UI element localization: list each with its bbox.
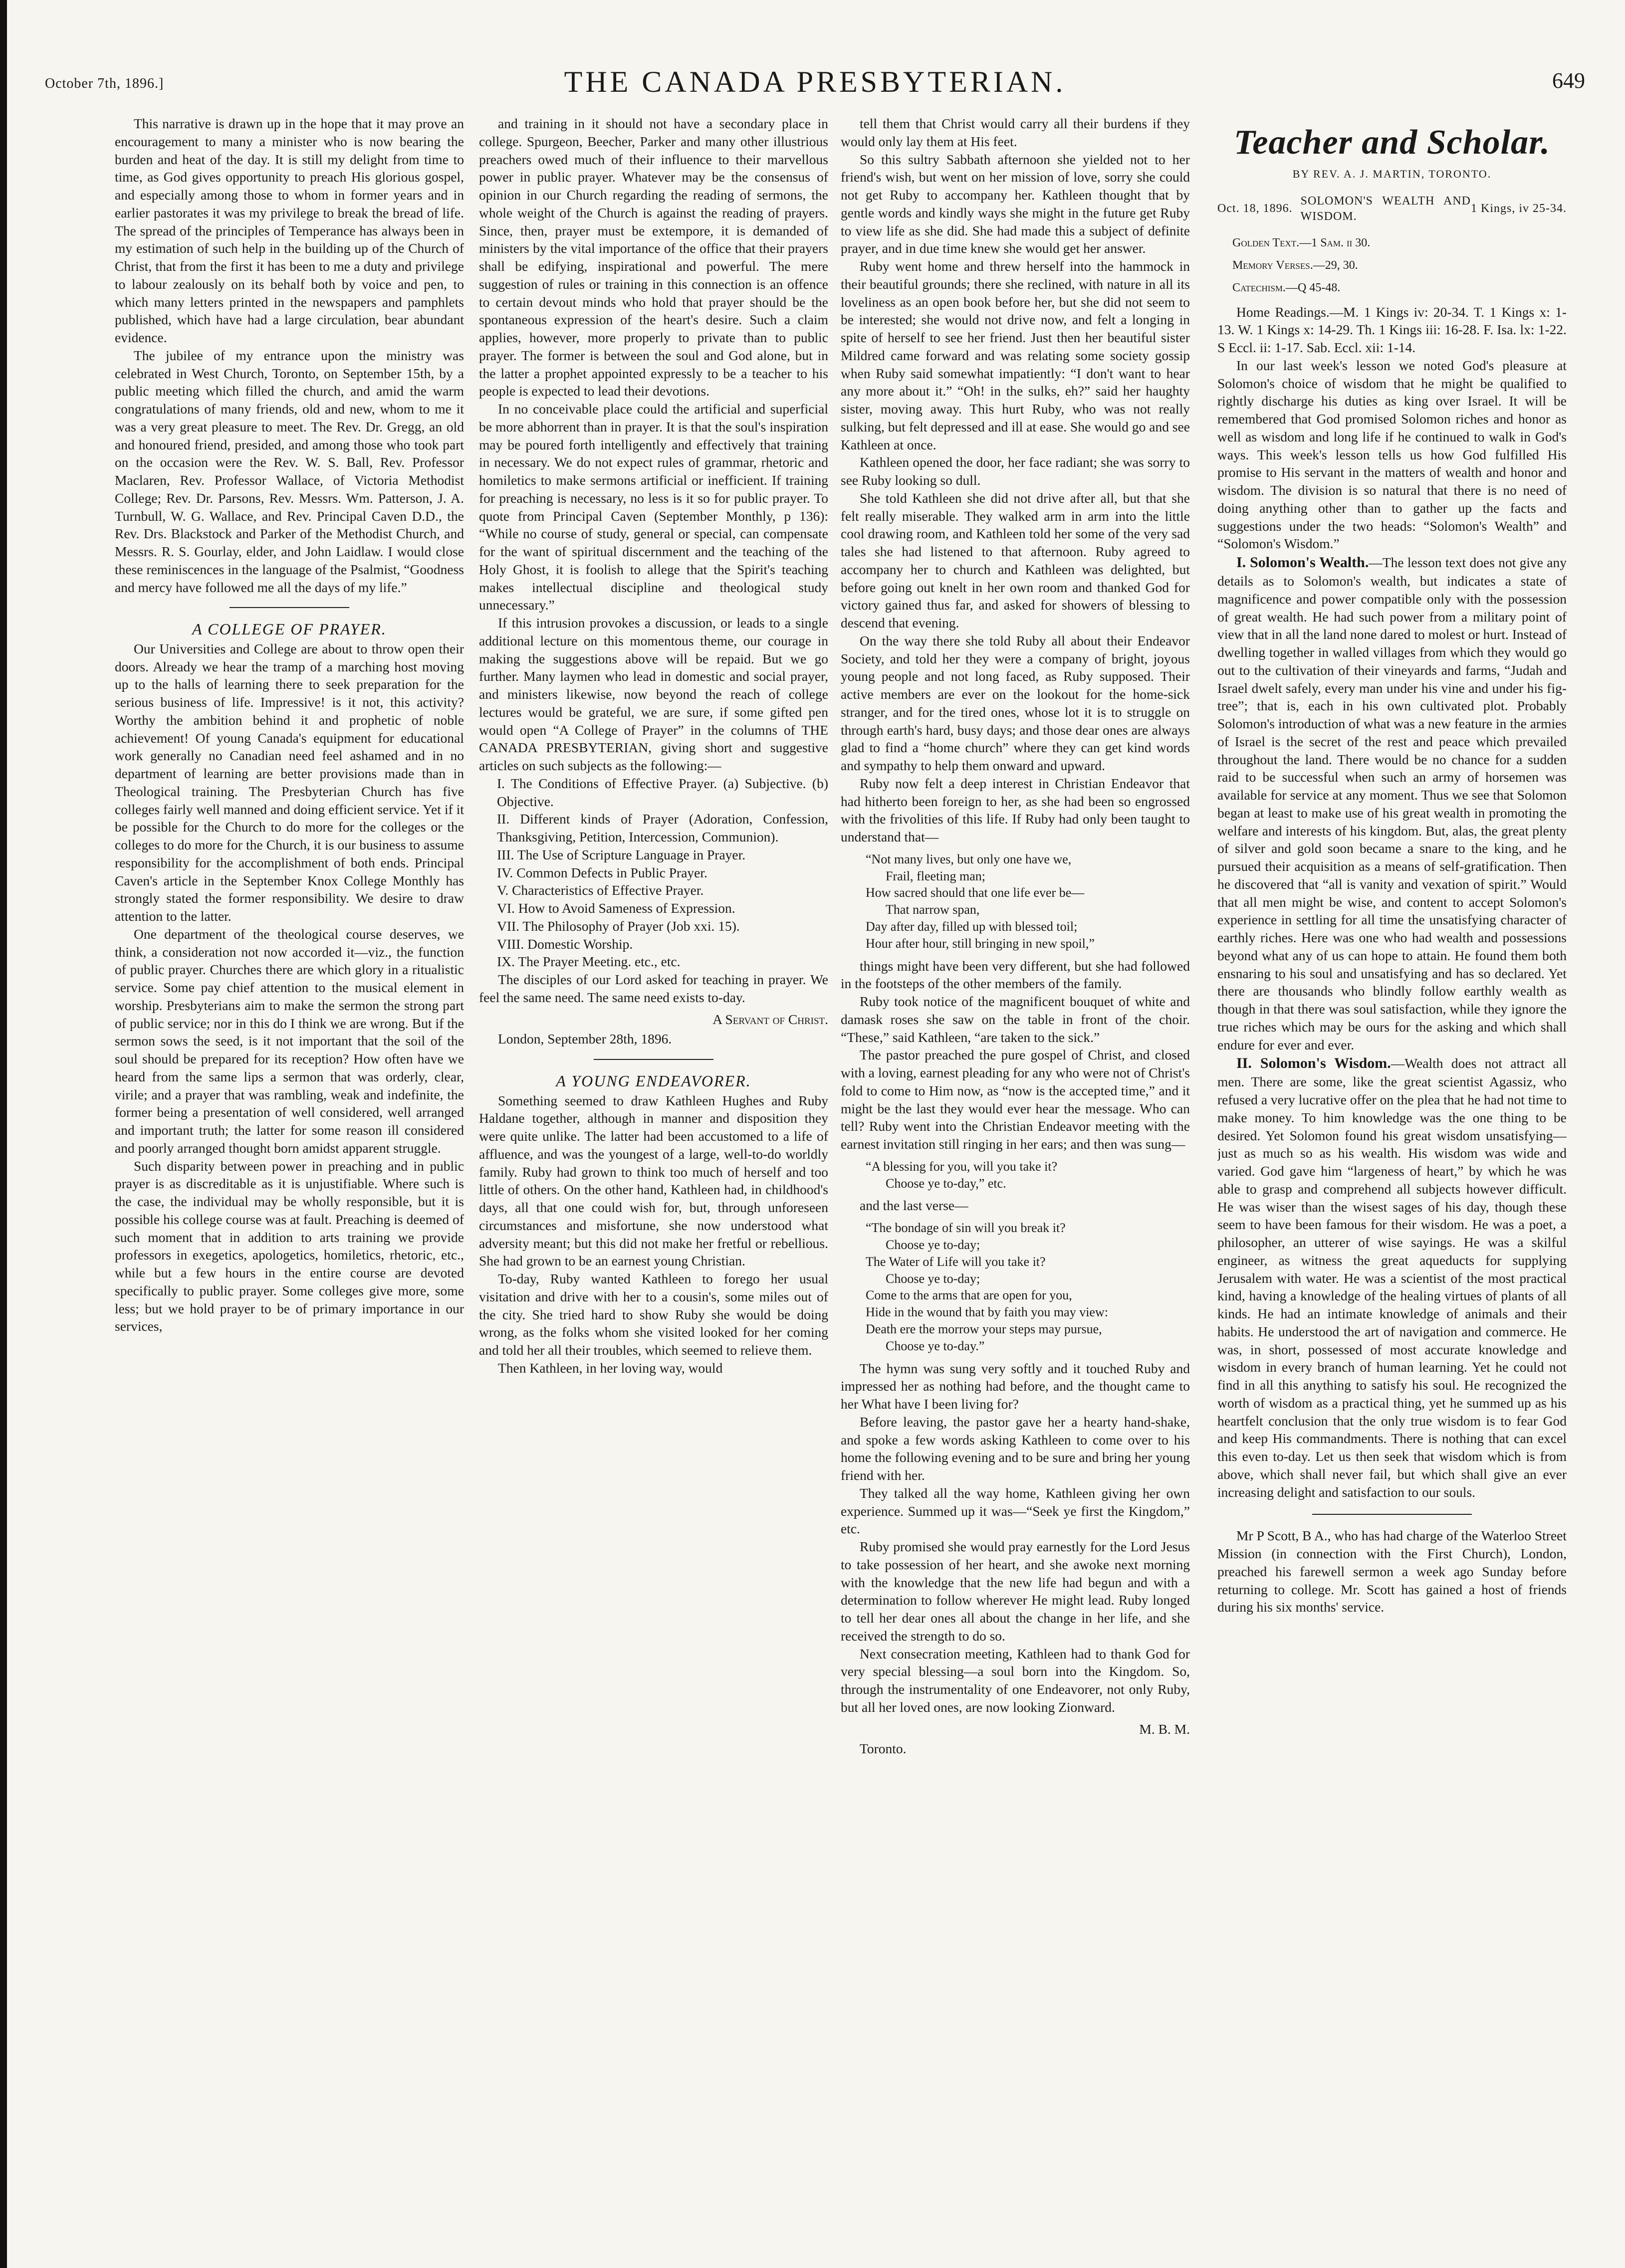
- section-rule: [594, 1059, 713, 1060]
- section-rule: [230, 607, 349, 608]
- poem-line: Choose ye to-day.”: [886, 1338, 985, 1353]
- story-paragraph: The hymn was sung very softly and it touched Ruby and impressed her as nothing had before, and the thought came to her What have I been living for?: [841, 1360, 1190, 1412]
- story-paragraph: On the way there she told Ruby all about their Endeavor Society, and told her they were a company of bright, joyous young people and not long faced, as Ruby supposed. Their active members are ever on the lookout for the home-sick stranger, and for the tired ones, whose lot it is to struggle on through earth's hard, busy days; and those dear ones are always glad to find a “home church” where they can get kind words and sympathy to help them onward and upward.: [841, 632, 1190, 773]
- story-paragraph: She told Kathleen she did not drive after all, but that she felt really miserable. They walked arm in arm into the little cool drawing room, and Kathleen told her some of the very sad tales she had listened to that afternoon. Ruby agreed to accompany her to church and Kathleen was delighted, but before going out knelt in her own room and thanked God for victory gained thus far, and asked for showers of blessing to descend that evening.: [841, 490, 1190, 630]
- story-paragraph: Ruby took notice of the magnificent bouquet of white and damask roses she saw on the table in front of the choir. “These,” said Kathleen, “are taken to the sick.”: [841, 994, 1190, 1045]
- column-2: [479, 115, 828, 2230]
- poem-line: Hour after hour, still bringing in new spoil,”: [866, 936, 1095, 951]
- dateline: London, September 28th, 1896.: [498, 1031, 672, 1047]
- list-item: IV. Common Defects in Public Prayer.: [497, 864, 707, 880]
- lesson-reference: 1 Kings, iv 25-34.: [1471, 202, 1567, 215]
- poem-line: Day after day, filled up with blessed toil;: [866, 919, 1078, 934]
- byline: BY REV. A. J. MARTIN, TORONTO.: [1292, 168, 1492, 180]
- story-paragraph: Next consecration meeting, Kathleen had to thank God for very special blessing—a soul born into the Kingdom. So, through the instrumentality of one Endeavorer, not only Ruby, but all her loved ones, are now looking Zionward.: [841, 1646, 1190, 1715]
- lesson-paragraph: In our last week's lesson we noted God's pleasure at Solomon's choice of wisdom that he might be qualified to rightly discharge his duties as king over Israel. It will be remembered that God promised Solomon riches and honor as well as wisdom and long life if he continued to walk in God's ways. This week's lesson tells us how God fulfilled His promise to His servant in the matters of wealth and honor and wisdom. The division is so natural that there is no need of doing anything other than to gather up the facts and suggestions under the two heads: “Solomon's Wealth” and “Solomon's Wisdom.”: [1217, 357, 1567, 552]
- article-paragraph: Such disparity between power in preaching and in public prayer is as discreditable as it is unjustifiable. Where such is the case, the individual may be wholly responsible, but it is possible his college course was at fault. Preaching is deemed of such moment that in addition to arts training we provide professors in exegetics, apologetics, homiletics, rhetoric, etc., while but a few hours in the entire course are devoted specifically to public prayer. Some colleges give more, some less; but we hold prayer to be of primary importance in our services,: [115, 1158, 464, 1334]
- list-item: V. Characteristics of Effective Prayer.: [497, 882, 704, 898]
- page-number: 649: [1552, 68, 1585, 93]
- issue-date: October 7th, 1896.]: [45, 76, 164, 91]
- poem-line: Choose ye to-day;: [886, 1271, 980, 1286]
- poem-line: “Not many lives, but only one have we,: [866, 851, 1072, 866]
- binding-edge: [0, 0, 7, 2268]
- story-paragraph: Ruby now felt a deep interest in Christian Endeavor that had hitherto been foreign to her, as she had been so engrossed with the frivolities of this life. If Ruby had only been taught to understand that—: [841, 775, 1190, 844]
- story-paragraph: Ruby went home and threw herself into the hammock in their beautiful grounds; there she reclined, with nature in all its loveliness as an open book before her, but she did not seem to be interested; she would not drive now, and felt a longing in spite of herself to see her friend. Just then her beautiful sister Mildred came forward and was relating some society gossip when Ruby said somewhat impatiently: “I don't want to hear any more about it.” “Oh! in the sulks, eh?” said her haughty sister, moving away. This hurt Ruby, who was not really sulking, but felt depressed and ill at ease. She would go and see Kathleen at once.: [841, 258, 1190, 452]
- story-paragraph: Kathleen opened the door, her face radiant; she was sorry to see Ruby looking so dull.: [841, 454, 1190, 488]
- poem-line: Choose ye to-day,” etc.: [886, 1176, 1006, 1191]
- poem-line: Hide in the wound that by faith you may view:: [866, 1305, 1108, 1320]
- home-readings: Home Readings.—M. 1 Kings iv: 20-34. T. 1 Kings x: 1-13. W. 1 Kings x: 14-29. Th. 1 Kings iii: 16-28. F. Isa. lx: 1-22. S Eccl. ii: 1-17. Sab. Eccl. xii: 1-14.: [1217, 304, 1567, 356]
- story-paragraph: Then Kathleen, in her loving way, would: [498, 1360, 723, 1376]
- lesson-name: SOLOMON'S WEALTH AND WISDOM.: [1300, 194, 1471, 223]
- story-paragraph: Something seemed to draw Kathleen Hughes and Ruby Haldane together, although in manner and disposition they were quite unlike. The latter had been accustomed to a life of affluence, and was the youngest of a large, well-to-do worldly family. Ruby had grown to think too much of herself and too little of others. On the other hand, Kathleen had, in childhood's days, all that one could wish for, but, through unforeseen circumstances and misfortune, she now understood what adversity meant; but this did not make her fretful or rebellious. She had grown to be an earnest young Christian.: [479, 1092, 828, 1269]
- poem-line: Frail, fleeting man;: [886, 868, 986, 883]
- list-item: IX. The Prayer Meeting. etc., etc.: [497, 954, 681, 970]
- lesson-date: Oct. 18, 1896.: [1217, 202, 1293, 215]
- poem-line: “A blessing for you, will you take it?: [866, 1159, 1058, 1174]
- section-text: —Wealth does not attract all men. There are some, like the great scientist Agassiz, who refused a very lucrative offer on the plea that he had not time to make money. To him knowledge was the one thing to be desired. Yet Solomon found his great wisdom unsatisfying—just as much so as his wealth. His wisdom was wide and varied. God gave him “largeness of heart,” by which he was able to grasp and comprehend all subjects however difficult. He was wiser than the wisest sages of his day, though these seem to have been famous for their wisdom. He was a poet, a philosopher, an utterer of wise sayings. He was a skilful engineer, as witness the great aqueducts for supplying Jerusalem with water. He was a scientist of the most practical kind, having a knowledge of the healing virtues of plants of all kinds. He had an intimate knowledge of animals and their habits. He understood the art of navigation and commerce. He was, in short, possessed of most accurate knowledge and wisdom in every branch of human learning. Yet he could not find in all this anything to satisfy his soul. He recognized the worth of wisdom as a practical thing, yet he summed up as his heartfelt conclusion that the only true wisdom is to fear God and keep His commandments. There is nothing that can excel this even to-day. Let us then seek that wisdom which is from above, which shall never fail, but which shall give an ever increasing delight and satisfaction to our souls.: [1217, 1055, 1567, 1500]
- memory-verses: Memory Verses.—29, 30.: [1232, 259, 1358, 272]
- poem-line: Come to the arms that are open for you,: [866, 1288, 1072, 1303]
- list-item: III. The Use of Scripture Language in Prayer.: [497, 846, 746, 862]
- article-paragraph: One department of the theological course deserves, we think, a consideration not now accorded it—viz., the function of public prayer. Churches there are which glory in a ritualistic service. Some pay chief attention to the musical element in worship. Presbyterians aim to make the sermon the strong part of public service; nor in this do I think we are wrong. But if the sermon sows the seed, is it not important that the soil of the soul should be prepared for its reception? How often have we heard from the same lips a sermon that was orderly, clear, virile; and a prayer that was rambling, weak and indefinite, the former being a presentation of well considered, well arranged and important truth; the latter for some reason ill considered and poorly arranged thought born amidst apparent struggle.: [115, 926, 464, 1156]
- golden-text: Golden Text.—1 Sam. ii 30.: [1232, 236, 1371, 249]
- story-paragraph: To-day, Ruby wanted Kathleen to forego her usual visitation and drive with her to a cousin's, some miles out of the city. She tried hard to show Ruby she would be doing wrong, as the folks whom she visited looked for her coming and told her all their troubles, which seemed to relieve them.: [479, 1271, 828, 1358]
- narrative-intro: This narrative is drawn up in the hope that it may prove an encouragement to many a minister who is now bearing the burden and heat of the day. It is still my delight from time to time, as God gives opportunity to preach His glorious gospel, and especially among those to whom in former years and in earlier pastorates it was my privilege to break the bread of life. The spread of the principles of Temperance has always been in my estimation of such help in the building up of the Church of Christ, that from the first it has been to me a duty and privilege to labour zealously on its behalf both by voice and pen, to which many letters printed in the newspapers and pamphlets published, which have had a large circulation, bear abundant evidence.: [115, 116, 464, 345]
- page-header: [45, 65, 1585, 100]
- story-paragraph: Before leaving, the pastor gave her a hearty hand-shake, and spoke a few words asking Kathleen to come over to his home the following evening and to be sure and bring her young friend with her.: [841, 1414, 1190, 1483]
- story-paragraph: So this sultry Sabbath afternoon she yielded not to her friend's wish, but went on her mission of love, sorry she could not get Ruby to accompany her. Kathleen thought that by gentle words and kindly ways she might in the future get Ruby to view life as she did. She had made this a subject of definite prayer, and in due time knew she would get her answer.: [841, 151, 1190, 256]
- section-text: —The lesson text does not give any details as to Solomon's wealth, but indicates a state of magnificence and power compatible only with the possession of great wealth. He had such power from a military point of view that in all the land none dared to molest or hurt. Instead of dwelling together in walled villages from which they would go out to the cultivation of their vineyards and farms, “Judah and Israel dwelt safely, every man under his vine and under his fig-tree”; that is, each in his own cultivated plot. Probably Solomon's introduction of what was a new feature in the armies of Israel is the secret of the rest and peace which prevailed throughout the land. There would be no chance for a sudden raid to be successful when such an army of horsemen was available for service at any moment. Thus we see that Solomon began at least to make use of his great wealth in promoting the welfare and interests of his kingdom. But, alas, the great plenty of silver and gold soon became a snare to the king, and he pursued their acquisition as a means of self-gratification. Then he discovered that “all is vanity and vexation of spirit.” Would that all men might be wise, and content to accept Solomon's experience in settling for all time the unsatisfying character of earthly riches. Here was one who had wealth and possessions beyond what any of us can hope to attain. He found them both ensnaring to his soul and unsatisfying and has so declared. Yet there are thousands who blindly follow earthly wealth as though in that there was soul satisfaction, while they ignore the true riches which may be ours for the asking and which shall endure for ever and ever.: [1217, 555, 1567, 1052]
- list-item: VI. How to Avoid Sameness of Expression.: [497, 900, 735, 916]
- prayer-topics-list: [479, 775, 828, 971]
- poem-line: “The bondage of sin will you break it?: [866, 1221, 1066, 1236]
- article-paragraph: and training in it should not have a secondary place in college. Spurgeon, Beecher, Parker and many other illustrious preachers owed much of their influence to their marvellous power in public prayer. Whatever may be the consensus of opinion in our Church regarding the reading of sermons, the whole weight of the Church is against the reading of prayers. Since, then, prayer must be extempore, it is demanded of ministers by the vital importance of the office that their prayers shall be edifying, inspirational and powerful. The mere suggestion of rules or training in this connection is an offence to certain devout minds who hold that prayer should be the spontaneous expression of the heart's desire. Such a claim applies, however, more properly to private than to public prayer. The former is between the soul and God alone, but in the latter a prophet appointed expressly to be a teacher to his people is expected to lead their devotions.: [479, 116, 828, 399]
- section-heading: I. Solomon's Wealth.: [1236, 554, 1369, 571]
- list-item: VII. The Philosophy of Prayer (Job xxi. 15).: [497, 918, 740, 934]
- hymn-quote: [856, 1158, 1190, 1192]
- article-paragraph: In no conceivable place could the artificial and superficial be more abhorrent than in prayer. It is that the soul's inspiration may be poured forth intelligently and effectively that training in necessary. We do not expect rules of grammar, rhetoric and homiletics to make sermons artificial or inefficient. If training for preaching is necessary, no less is it so for public prayer. To quote from Principal Caven (September Monthly, p 136): “While no course of study, general or special, can compensate for the want of spiritual discernment and the teaching of the Holy Ghost, it is foolish to allege that the Spirit's teaching makes intellectual discipline and theological study unnecessary.”: [479, 401, 828, 613]
- list-item: II. Different kinds of Prayer (Adoration, Confession, Thanksgiving, Petition, Intercession, Communion).: [497, 811, 828, 844]
- article-paragraph: If this intrusion provokes a discussion, or leads to a single additional lecture on this momentous theme, our courage in making the suggestions above will be repaid. But we go further. Many laymen who lead in domestic and social prayer, and ministers likewise, now beyond the reach of college lectures would be grateful, we are sure, if some gifted pen would open “A College of Prayer” in the columns of THE CANADA PRESBYTERIAN, giving short and suggestive articles on such subjects as the following:—: [479, 615, 828, 773]
- poem-line: Choose ye to-day;: [886, 1237, 980, 1252]
- article-paragraph: Our Universities and College are about to throw open their doors. Already we hear the tramp of a marching host moving up to the halls of learning there to seek preparation for the serious business of life. Impressive! is it not, this activity? Worthy the ambition behind it and prophetic of noble achievement! Of young Canada's equipment for educational work generally no Canadian need feel ashamed and in no department of learning are better provisions made than in Theological training. The Presbyterian Church has five colleges fairly well manned and doing efficient service. Yet if it be possible for the Church to do more for the colleges or the colleges to do more for the Church, it is our business to assume responsibility for the accomplishment of both ends. Principal Caven's article in the September Knox College Monthly has strongly stated the former responsibility. We desire to draw attention to the latter.: [115, 640, 464, 924]
- poem-line: That narrow span,: [886, 902, 980, 917]
- dateline: Toronto.: [860, 1741, 907, 1757]
- lesson-header: [1217, 194, 1567, 224]
- lesson-section: [1217, 1053, 1567, 1501]
- lesson-section: [1217, 553, 1567, 1053]
- article-paragraph: The disciples of our Lord asked for teaching in prayer. We feel the same need. The same need exists to-day.: [479, 972, 828, 1005]
- poem-line: The Water of Life will you take it?: [866, 1254, 1046, 1269]
- jubilee-paragraph: The jubilee of my entrance upon the ministry was celebrated in West Church, Toronto, on September 15th, by a public meeting which filled the church, and amid the warm congratulations of many friends, old and new, whom to me it was a very great pleasure to meet. The Rev. Dr. Gregg, an old and honoured friend, presided, and among those who took part on the occasion were the Rev. W. S. Ball, Rev. Professor Maclaren, Rev. Professor Wallace, of Victoria Methodist College; Rev. Dr. Parsons, Rev. Messrs. Wm. Patterson, J. A. Turnbull, W. G. Wallace, and Rev. Principal Caven D.D., the Rev. Drs. Blackstock and Parker of the Methodist Church, and Messrs. R. S. Gourlay, elder, and John Laidlaw. I would close these reminiscences in the language of the Psalmist, “Goodness and mercy have followed me all the days of my life.”: [115, 347, 464, 595]
- list-item: VIII. Domestic Worship.: [497, 936, 633, 952]
- news-note: Mr P Scott, B A., who has had charge of the Waterloo Street Mission (in connection with the First Church), London, preached his farewell sermon a week ago Sunday before returning to college. Mr. Scott has gained a host of friends during his six months' service.: [1217, 1528, 1567, 1615]
- story-paragraph: and the last verse—: [860, 1198, 968, 1214]
- column-1: [115, 115, 464, 2230]
- story-paragraph: They talked all the way home, Kathleen giving her own experience. Summed up it was—“Seek ye first the Kingdom,” etc.: [841, 1485, 1190, 1537]
- story-paragraph: Ruby promised she would pray earnestly for the Lord Jesus to take possession of her heart, and she awoke next morning with the knowledge that the new life had begun and with a determination to follow wherever He might lead. Ruby longed to tell her dear ones all about the change in her life, and she received the strength to do so.: [841, 1539, 1190, 1644]
- author-signature: A Servant of Christ.: [712, 1011, 828, 1027]
- hymn-verse: [856, 1220, 1190, 1354]
- section-rule: [1312, 1514, 1472, 1515]
- section-heading: II. Solomon's Wisdom.: [1236, 1055, 1391, 1072]
- young-endeavorer-heading: A YOUNG ENDEAVORER.: [556, 1072, 751, 1090]
- teacher-scholar-title: Teacher and Scholar.: [1234, 123, 1550, 162]
- author-signature: M. B. M.: [1139, 1721, 1190, 1737]
- newspaper-title: THE CANADA PRESBYTERIAN.: [564, 65, 1066, 98]
- poem-line: How sacred should that one life ever be—: [866, 885, 1085, 900]
- college-of-prayer-heading: A COLLEGE OF PRAYER.: [192, 620, 387, 638]
- catechism: Catechism.—Q 45-48.: [1232, 281, 1341, 295]
- list-item: I. The Conditions of Effective Prayer. (a) Subjective. (b) Objective.: [497, 775, 828, 809]
- column-4: [1217, 115, 1567, 2230]
- poem-quote: [856, 851, 1190, 952]
- story-paragraph: The pastor preached the pure gospel of Christ, and closed with a loving, earnest pleading for any who were not of Christ's fold to come to Him now, as “now is the accepted time,” and it might be the last they would ever hear the message. Who can tell? Ruby went into the Christian Endeavor meeting with the earnest invitation still ringing in her ears; and then was sung—: [841, 1047, 1190, 1152]
- story-paragraph: things might have been very different, but she had followed in the footsteps of the other members of the family.: [841, 958, 1190, 992]
- column-3: [841, 115, 1190, 2230]
- poem-line: Death ere the morrow your steps may pursue,: [866, 1321, 1102, 1336]
- story-paragraph: tell them that Christ would carry all their burdens if they would only lay them at His feet.: [841, 116, 1190, 149]
